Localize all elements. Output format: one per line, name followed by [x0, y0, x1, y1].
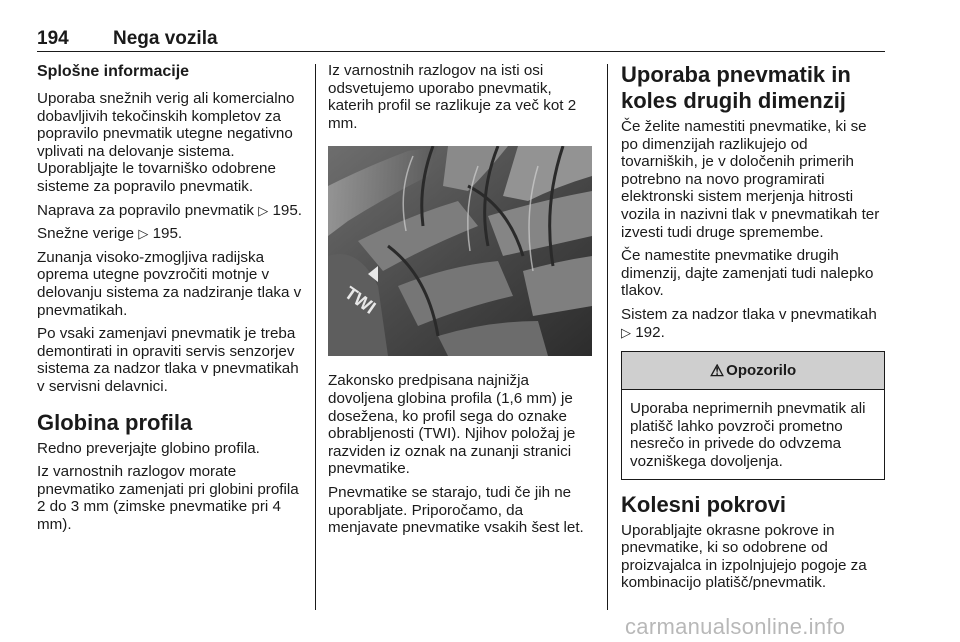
paragraph: Redno preverjajte globino profila.: [37, 439, 260, 457]
page-ref-link[interactable]: ▷ 195.: [258, 201, 302, 219]
section-heading: Globina profila: [37, 409, 193, 435]
warning-title: Opozorilo: [726, 362, 797, 380]
paragraph: Iz varnostnih razlogov morate pnevmatiko zamenjati pri globini profila 2 do 3 mm (zimske pnevmatike pri 4 mm).: [37, 463, 299, 533]
paragraph: Uporaba snežnih verig ali komercialno dobavljivih tekočinskih kompletov za popravilo pnevmatik utegne negativno vplivati na delovanje sistema. Uporabljajte le tovarniško odobrene sisteme za popravilo pnevmatik.: [37, 90, 295, 195]
column-right: [621, 62, 887, 598]
warning-body: [622, 390, 884, 478]
tyre-tread-illustration: [328, 146, 592, 356]
paragraph: Po vsaki zamenjavi pnevmatik je treba demontirati in opraviti servis senzorjev sistema za nadzor tlaka v pnevmatikah v servisni delavnici.: [37, 325, 299, 395]
watermark-text: carmanualsonline.info: [625, 614, 846, 639]
section-subheading: Splošne informacije: [37, 63, 190, 80]
paragraph-with-ref: [621, 306, 887, 341]
page-number: 194: [37, 28, 69, 49]
ref-text: Naprava za popravilo pnevmatik: [37, 201, 254, 219]
column-middle: [328, 62, 594, 543]
section-heading: Kolesni pokrovi: [621, 491, 787, 517]
paragraph-with-ref: [37, 202, 305, 220]
column-left: [37, 62, 305, 539]
page-ref-link[interactable]: ▷ 195.: [138, 225, 183, 243]
warning-box: [621, 351, 885, 479]
warning-triangle-icon: ⚠: [709, 362, 725, 380]
page-ref-link[interactable]: ▷ 192.: [621, 323, 665, 341]
column-divider: [607, 64, 608, 610]
paragraph: Če želite namestiti pnevmatike, ki se po dimenzijah razlikujejo od tovarniških, je v določenih primerih potrebno na novo programirati elektronski sistem merjenja hitrosti vozila in nazivni tlak v pnevmatikah ter izvesti tudi druge spremembe.: [621, 118, 880, 241]
warning-header: [622, 352, 884, 390]
triangle-arrow-icon: ▷: [258, 202, 269, 218]
triangle-arrow-icon: ▷: [621, 324, 631, 340]
paragraph: Zunanja visoko-zmogljiva radijska oprema utegne povzročiti motnje v delovanju sistema za nadziranje tlaka v pnevmatikah.: [37, 248, 302, 319]
paragraph: Če namestite pnevmatike drugih dimenzij, dajte zamenjati tudi nalepko tlakov.: [621, 247, 874, 300]
ref-text: Snežne verige: [37, 225, 135, 243]
paragraph: Iz varnostnih razlogov na isti osi odsvetujemo uporabo pnevmatik, katerih profil se razlikuje za več kot 2 mm.: [328, 62, 577, 132]
twi-marking: TWI: [340, 282, 380, 319]
section-heading: Uporaba pnevmatik in koles drugih dimenzij: [621, 62, 851, 113]
column-divider: [315, 64, 316, 610]
warning-text: Uporaba neprimernih pnevmatik ali platišč lahko povzroči prometno nesrečo in privede do odvzema vozniškega dovoljenja.: [630, 400, 866, 470]
paragraph: Zakonsko predpisana najnižja dovoljena globina profila (1,6 mm) je dosežena, ko profil sega do oznake obrabljenosti (TWI). Njihov položaj je razviden iz oznak na zunanji stranici pnevmatike.: [328, 372, 576, 478]
chapter-title: Nega vozila: [113, 28, 218, 49]
paragraph-with-ref: [37, 225, 305, 243]
ref-text: Sistem za nadzor tlaka v pnevmatikah: [621, 305, 877, 323]
page-header: [37, 20, 885, 52]
paragraph: Pnevmatike se starajo, tudi če jih ne uporabljate. Priporočamo, da menjavate pnevmatike vsakih šest let.: [328, 483, 584, 537]
triangle-arrow-icon: ▷: [138, 226, 149, 242]
paragraph: Uporabljajte okrasne pokrove in pnevmatike, ki so odobrene od proizvajalca in izpolnjujejo pogoje za kombinacijo platišč/pnevmatik.: [621, 521, 867, 592]
